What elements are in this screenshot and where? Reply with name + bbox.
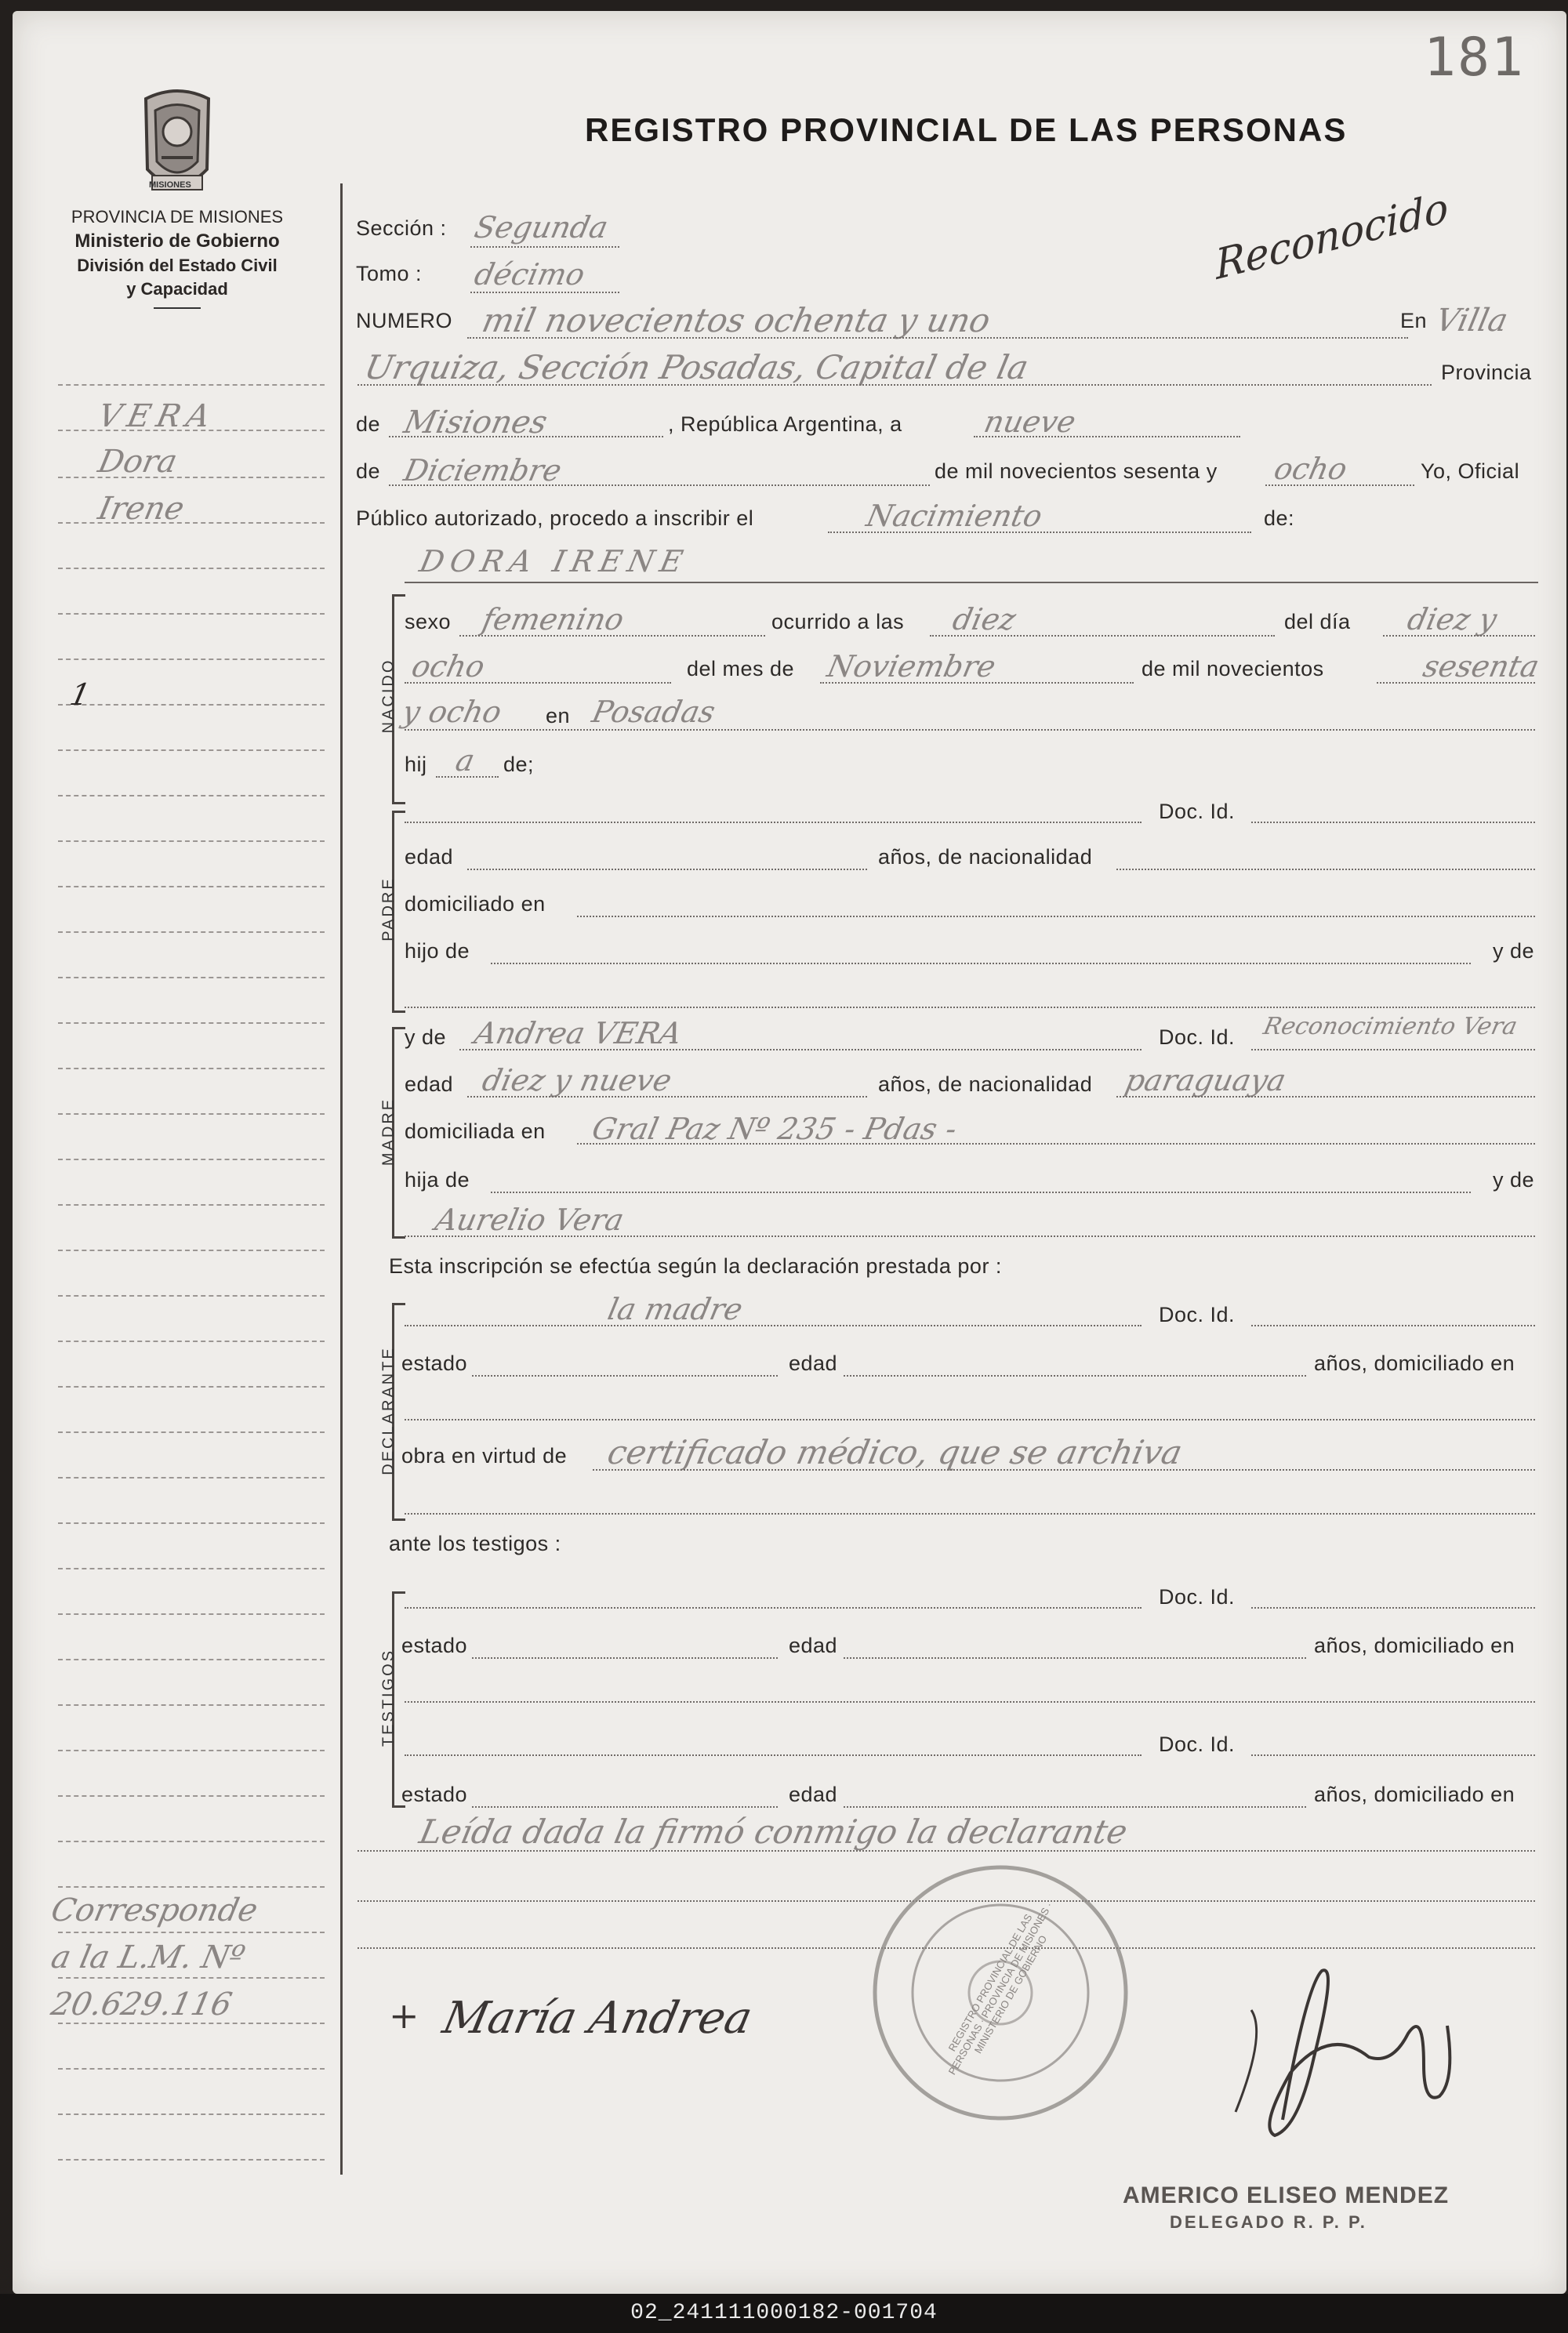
label-madre-domicilio: domiciliada en (405, 1119, 546, 1143)
label-testigo1-domicilio: años, domiciliado en (1314, 1634, 1515, 1657)
official-name: AMERICO ELISEO MENDEZ (1123, 2182, 1450, 2208)
label-declarante-edad: edad (789, 1352, 838, 1375)
label-en: En (1400, 309, 1428, 332)
division-name: División del Estado Civil (77, 256, 278, 275)
label-del-dia: del día (1284, 610, 1351, 633)
side-label-testigos: TESTIGOS (379, 1648, 397, 1747)
label-de-2: de (356, 459, 381, 483)
value-nombre: DORA IRENE (416, 544, 692, 579)
label-de-colon: de: (1264, 506, 1295, 530)
value-mes-inscripcion: Diciembre (401, 453, 565, 488)
value-acto: Nacimiento (863, 499, 1046, 533)
declarant-cross: + (389, 1994, 419, 2037)
label-tomo: Tomo : (356, 262, 423, 285)
value-numero: mil novecientos ochenta y uno (478, 301, 994, 339)
side-label-madre: MADRE (379, 1097, 397, 1166)
label-padre-anos-nacionalidad: años, de nacionalidad (878, 845, 1093, 869)
value-madre-domicilio: Gral Paz Nº 235 - Pdas - (589, 1112, 960, 1146)
official-title: DELEGADO R. P. P. (1170, 2212, 1367, 2232)
label-del-mes: del mes de (687, 657, 795, 680)
margin-note-2: a la L.M. Nº (48, 1939, 249, 1976)
column-divider (340, 183, 343, 2175)
label-padre-domicilio: domiciliado en (405, 892, 546, 916)
label-republica: , República Argentina, a (668, 412, 902, 436)
left-header (44, 205, 310, 309)
label-mil-novecientos-sesenta: de mil novecientos sesenta y (935, 459, 1218, 483)
value-madre-nombre: Andrea VERA (471, 1016, 685, 1050)
value-hora: diez (949, 602, 1019, 637)
side-label-nacido: NACIDO (379, 658, 397, 734)
label-de: de (356, 412, 381, 436)
label-mil-novecientos: de mil novecientos (1142, 657, 1324, 680)
value-madre-edad: diez y nueve (479, 1063, 675, 1098)
label-padre-edad: edad (405, 845, 454, 869)
value-madre-padres: Aurelio Vera (432, 1203, 627, 1237)
label-declarante-estado: estado (401, 1352, 468, 1375)
label-declarante-domicilio: años, domiciliado en (1314, 1352, 1515, 1375)
value-lugar-nacimiento: Posadas (589, 695, 719, 729)
value-sexo: femenino (479, 602, 627, 637)
label-testigo1-doc-id: Doc. Id. (1159, 1585, 1236, 1609)
label-padre-doc-id: Doc. Id. (1159, 800, 1236, 823)
stamp-text: REGISTRO PROVINCIAL DE LAS PERSONAS · PROVINCIA DE MISIONES · MINISTERIO DE GOBIERNO (946, 1899, 1055, 2077)
value-lectura: Leída dada la firmó conmigo la declarante (416, 1812, 1131, 1851)
label-obra: obra en virtud de (401, 1444, 568, 1468)
label-ocurrido: ocurrido a las (771, 610, 905, 633)
label-madre-y-de-2: y de (1493, 1168, 1535, 1192)
margin-mark: 1 (67, 677, 93, 712)
label-testigo1-estado: estado (401, 1634, 468, 1657)
declarant-signature: María Andrea (438, 1993, 757, 2044)
label-madre-doc-id: Doc. Id. (1159, 1025, 1236, 1049)
label-padre-y-de: y de (1493, 939, 1535, 963)
margin-given-name-1: Dora (95, 444, 181, 480)
value-mes: Noviembre (824, 649, 999, 684)
label-testigo2-domicilio: años, domiciliado en (1314, 1783, 1515, 1806)
value-seccion: Segunda (471, 210, 612, 245)
margin-note-3: 20.629.116 (48, 1986, 235, 2023)
value-anio-inscripcion: ocho (1271, 452, 1351, 486)
label-yo-oficial: Yo, Oficial (1421, 459, 1520, 483)
label-testigo2-estado: estado (401, 1783, 468, 1806)
label-provincia: Provincia (1441, 361, 1532, 384)
page-title: REGISTRO PROVINCIAL DE LAS PERSONAS (585, 111, 1348, 148)
label-de-semi: de; (503, 753, 535, 776)
label-madre-y-de: y de (405, 1025, 447, 1049)
value-tomo: décimo (471, 257, 588, 292)
margin-note-1: Corresponde (48, 1892, 261, 1928)
label-numero: NUMERO (356, 309, 452, 332)
side-label-declarante: DECLARANTE (379, 1346, 397, 1475)
value-dia-inscripcion: nueve (981, 405, 1080, 439)
value-dia-b: ocho (408, 649, 488, 684)
stamp-reconocido: Reconocido (1214, 183, 1450, 290)
margin-given-name-2: Irene (95, 491, 187, 527)
label-testigo1-edad: edad (789, 1634, 838, 1657)
label-hij: hij (405, 753, 427, 776)
label-en-2: en (546, 704, 571, 727)
margin-surname: VERA (95, 398, 220, 434)
label-declarante-doc-id: Doc. Id. (1159, 1303, 1236, 1326)
ministry-name: Ministerio de Gobierno (74, 230, 280, 252)
label-madre-hija-de: hija de (405, 1168, 470, 1192)
label-madre-anos-nacionalidad: años, de nacionalidad (878, 1072, 1093, 1096)
value-dia-a: diez y (1404, 602, 1501, 637)
value-anio-b: y ocho (399, 695, 505, 729)
division-name-2: y Capacidad (126, 279, 228, 299)
label-sexo: sexo (405, 610, 452, 633)
value-hij-suffix: a (452, 743, 478, 778)
page-number: 181 (1424, 27, 1525, 89)
side-label-padre: PADRE (379, 876, 397, 942)
label-testigo2-edad: edad (789, 1783, 838, 1806)
value-madre-doc: Reconocimiento Vera (1261, 1013, 1520, 1040)
value-anio-a: sesenta (1420, 649, 1543, 684)
value-madre-nacionalidad: paraguaya (1122, 1063, 1290, 1098)
document-page (13, 11, 1566, 2294)
label-declaracion: Esta inscripción se efectúa según la declaración prestada por : (389, 1254, 1002, 1278)
label-ante-testigos: ante los testigos : (389, 1532, 561, 1555)
scan-footer-code: 02_241111000182-001704 (0, 2294, 1568, 2333)
label-padre-hijo-de: hijo de (405, 939, 470, 963)
label-seccion: Sección : (356, 216, 447, 240)
value-lugar-b: Urquiza, Sección Posadas, Capital de la (361, 348, 1033, 386)
value-obra: certificado médico, que se archiva (604, 1433, 1186, 1471)
officer-signature (1189, 1939, 1486, 2143)
province-name: PROVINCIA DE MISIONES (71, 207, 284, 227)
label-testigo2-doc-id: Doc. Id. (1159, 1733, 1236, 1756)
label-publico: Público autorizado, procedo a inscribir el (356, 506, 754, 530)
label-madre-edad: edad (405, 1072, 454, 1096)
value-lugar-a: Villa (1432, 303, 1512, 339)
seal-text: MISIONES (149, 180, 191, 190)
value-declarante: la madre (604, 1292, 746, 1326)
value-provincia: Misiones (401, 405, 551, 441)
